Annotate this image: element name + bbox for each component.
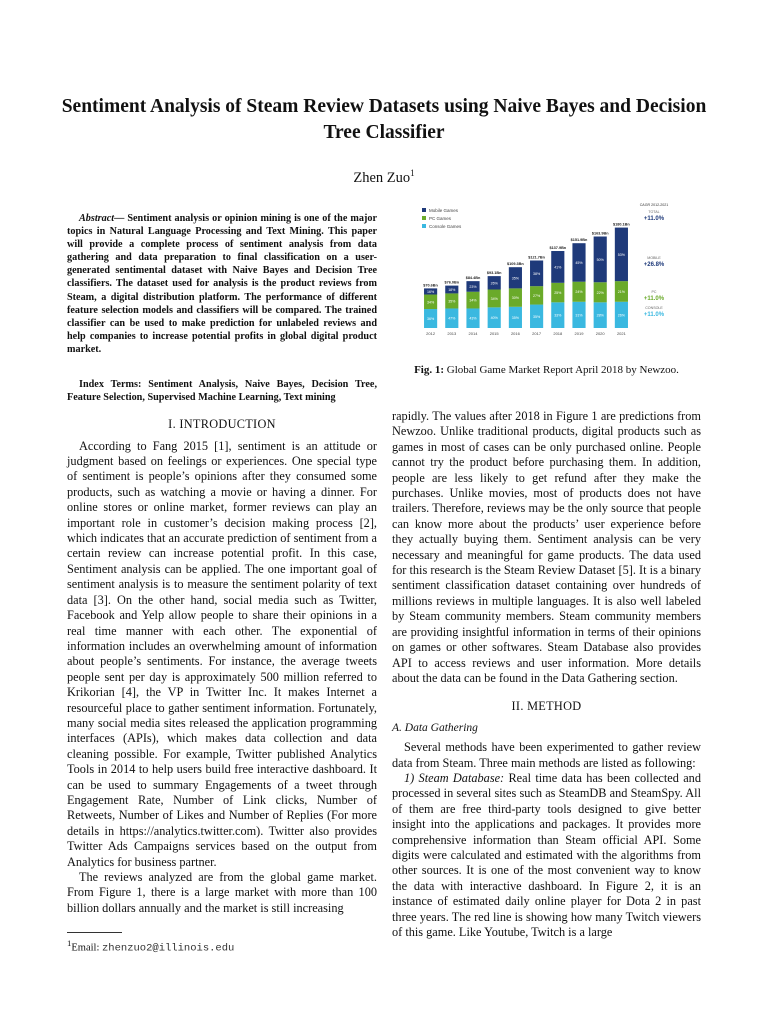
right-paragraph-1: rapidly. The values after 2018 in Figure 1 are predictions from Newzoo. Unlike traditional products, digital products such as games in most of cases can be only purchased online. People cannot try the product before purchasing them. In addition, people are less likely to get refund after they make the purchases. Unlike movies, most of products does not have trailers. Therefore, reviews may be the only source that people can know more about the products’ user experience before they actually buying them. Sentiment analysis can be very necessary and meaningful for game products. The data used for this research is the Steam Review Dataset [5]. It is a binary sentiment classification dataset containing over hundreds of millions reviews in multiple languages. It is also well labeled by Steam community members. Steam community members are providing insightful information in terms of their opinions on games or other softwares. Steam Database also provides API to access reviews and user information. More details about the data can be found in the Data Gathering section.	[392, 409, 701, 685]
legend-label-2: Console Games	[429, 224, 462, 229]
intro-paragraph-1: According to Fang 2015 [1], sentiment is an attitude or judgment based on feelings or experiences. One special type of sentiment is people’s opinions after they consumed some products, such as watching a movie or having a dinner. For online stores or online market, former reviews can play an important role in customer’s decision making process [2], which indicates that an accurate prediction of sentiment from a certain review can increase potential profit. In this case, Sentiment analysis can be applied. The one important goal of sentiment analysis is to measure the sentiment polarity of text data [3]. On the other hand, social media such as Twitter, Facebook and Yelp allow people to share their opinions in a real time manner with each other. The exponential of information includes an overwhelming amount of information about people’s sentiments. For instance, the average tweets people sent per day is approximately 500 million referred to Krikorian [4], the VP in Twitter Inc. It makes Internet a resourceful place to gather sentiment information. Fortunately, many social media sites released the application programming interfaces (APIs), which makes data collection and data cleaning possible. For example, Twitter published Analytics Tools in 2014 to help users build free interactive dashboard. It can be used to summary Engagements of a tweet through Engagement Rate, Number of Link clicks, Number of Retweets, Number of Likes and Number of Replies (For more details in https://analytics.twitter.com). Twitter also provides Twitter Ads Campaigns services based on the output from Analytics for business partner.	[67, 438, 377, 869]
abstract-text: — Sentiment analysis or opinion mining is one of the major topics in Natural Language Processing and Text Mining. This paper will provide a complete process of sentiment analysis from data gathering and data preparation to final classification on a user-generated sentimental dataset with Naive Bayes and Decision Tree classifiers. The dataset used for analysis is the product reviews from Steam, a digital distribution platform. The performance of different feature selection models and classifiers will be compared. The trained classifier can be used to make prediction for unlabeled reviews and help companies to increase potential profits in global digital product market.	[67, 213, 377, 355]
caption-label: Fig. 1:	[414, 364, 445, 376]
bar-segment-label: 36%	[426, 317, 435, 322]
bar-total-label: $84.4Bn	[465, 276, 481, 281]
section-introduction-heading: I. INTRODUCTION	[168, 417, 276, 432]
footnote-label: Email:	[71, 942, 102, 954]
bar-segment-label: 45%	[575, 260, 583, 265]
bar-segment-label: 28%	[596, 313, 604, 318]
author-text: Zhen Zuo	[353, 169, 411, 186]
footnote-email-link[interactable]: zhenzuo2@illinois.edu	[102, 942, 235, 955]
bar-segment-label: 22%	[596, 290, 604, 295]
bar-total-label: $121.7Bn	[528, 255, 545, 260]
side-note-value: +11.0%	[643, 216, 665, 222]
bar-segment-label: 35%	[532, 314, 541, 319]
figure-1-caption	[392, 364, 701, 376]
bar-segment-label: 35%	[511, 276, 520, 281]
legend-swatch-2	[422, 224, 426, 228]
legend-swatch-0	[422, 208, 426, 212]
bar-segment-label: 31%	[575, 313, 583, 318]
bar-segment-label: 35%	[448, 299, 456, 304]
bar-total-label: $137.9Bn	[549, 246, 567, 251]
bar-segment-label: 23%	[469, 284, 477, 289]
steam-database-paragraph	[392, 771, 701, 940]
x-tick-label: 2017	[532, 331, 542, 336]
bar-segment-label: 27%	[532, 293, 541, 298]
bar-segment-label: 53%	[617, 252, 626, 257]
x-tick-label: 2012	[426, 331, 436, 336]
bar-segment-label: 25%	[554, 291, 562, 296]
x-tick-label: 2016	[510, 331, 520, 336]
bar-segment-label: 47%	[448, 316, 456, 321]
x-tick-label: 2020	[595, 331, 605, 336]
x-tick-label: 2013	[447, 331, 457, 336]
bar-segment-label: 21%	[617, 289, 626, 294]
x-tick-label: 2019	[574, 331, 584, 336]
bar-total-label: $70.6Bn	[423, 283, 438, 288]
bar-segment-label: 33%	[554, 313, 562, 318]
figure-1-chart	[414, 200, 682, 360]
bar-segment-label: 40%	[490, 316, 498, 321]
x-tick-label: 2014	[468, 331, 478, 336]
x-tick-label: 2015	[489, 331, 499, 336]
caption-text: Global Game Market Report April 2018 by Newzoo.	[444, 364, 679, 376]
bar-segment-label: 41%	[554, 265, 562, 270]
bar-segment-label: 26%	[490, 281, 498, 286]
footnote-mark: 1	[67, 938, 72, 948]
abstract	[67, 212, 377, 356]
abstract-label: Abstract	[79, 213, 115, 224]
bar-segment-label: 34%	[426, 300, 435, 305]
side-note-value: +11.0%	[643, 312, 665, 318]
bar-segment-label: 26%	[617, 313, 626, 318]
bar-total-label: $163.9Bn	[591, 231, 609, 236]
side-note-value: +11.0%	[643, 296, 665, 302]
section-method-heading: II. METHOD	[511, 699, 582, 714]
method-paragraph-1: Several methods have been experimented to gather review data from Steam. Three main methods are listed as following:	[392, 740, 701, 770]
bar-segment-label: 38%	[532, 271, 541, 276]
left-column	[67, 212, 377, 916]
bar-segment-label: 30%	[511, 296, 520, 301]
author-footnote-mark: 1	[410, 168, 415, 178]
bar-total-label: $109.3Bn	[507, 262, 524, 267]
legend-swatch-1	[422, 216, 426, 220]
bar-segment-label: 50%	[596, 257, 604, 262]
bar-segment-label: 18%	[448, 288, 456, 293]
paper-title: Sentiment Analysis of Steam Review Datasets using Naive Bayes and Decision Tree Classifier	[61, 96, 707, 143]
steam-database-text: Real time data has been collected and processed in several sites such as SteamDB and SteamSpy. All of them are free third-party tools designed to give better insight into the applications and packages. It provides more comprehensive information than Steam official API. Some digits were calculated and estimated with the algorithms from other sources. It is one of the most convenient way to know the data with interactive dashboard. In Figure 2, it is an instance of estimated daily online player for Dota 2 in past three years. The red line is showing how many Twitch viewers of this game. Like Youtube, Twitch is a large	[392, 770, 701, 939]
side-note-label: TOTAL	[648, 210, 660, 214]
bar-segment-label: 35%	[511, 315, 520, 320]
bar-segment-label: 34%	[490, 296, 498, 301]
legend-label-0: Mobile Games	[429, 208, 459, 213]
legend-label-1: PC Games	[429, 216, 452, 221]
footnote-rule	[67, 932, 122, 933]
intro-paragraph-2: The reviews analyzed are from the global game market. From Figure 1, there is a large market with more than 100 billion dollars annually and the market is still increasing	[67, 870, 377, 915]
footnote	[67, 938, 234, 955]
x-tick-label: 2021	[616, 331, 626, 336]
bar-segment-label: 34%	[469, 298, 477, 303]
bar-segment-label: 16%	[426, 289, 435, 294]
x-tick-label: 2018	[553, 331, 563, 336]
index-terms: Index Terms: Sentiment Analysis, Naive Bayes, Decision Tree, Feature Selection, Supervised Machine Learning, Text mining	[67, 379, 377, 404]
bar-total-label: $151.9Bn	[570, 238, 588, 243]
bar-total-label: $93.1Bn	[486, 271, 502, 276]
author-name	[0, 168, 768, 187]
bar-total-label: $76.0Bn	[444, 280, 460, 285]
right-column	[392, 409, 701, 940]
bar-segment-label: 24%	[575, 290, 583, 295]
bar-total-label: $180.1Bn	[613, 222, 630, 227]
subsection-data-gathering: A. Data Gathering	[392, 721, 478, 734]
side-note-value: +26.8%	[643, 262, 665, 268]
side-note-label: PC	[651, 290, 657, 294]
side-note-head: CAGR 2012-2021	[639, 203, 669, 207]
side-note-label: MOBILE	[647, 256, 661, 260]
bar-segment-label: 43%	[469, 316, 477, 321]
steam-database-label: 1) Steam Database:	[404, 770, 505, 785]
side-note-label: CONSOLE	[645, 306, 663, 310]
